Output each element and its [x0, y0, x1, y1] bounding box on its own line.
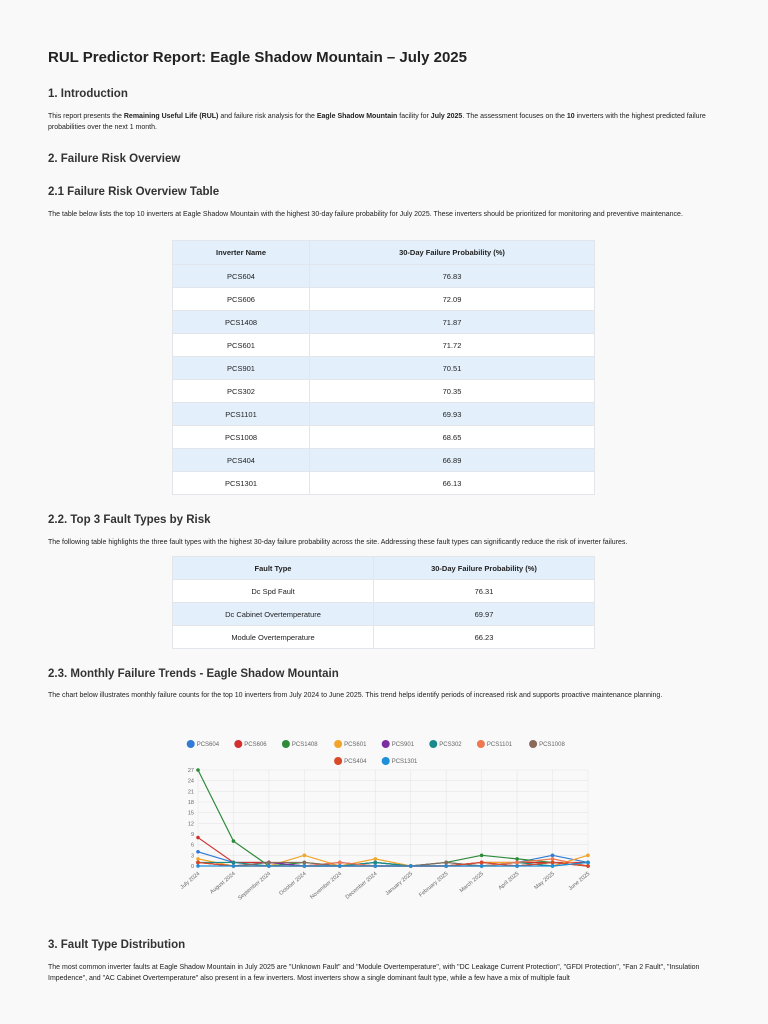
y-tick-label: 6: [190, 842, 194, 849]
inverter-row-probability: 69.93: [310, 403, 595, 426]
report-title: RUL Predictor Report: Eagle Shadow Mountain – July 2025: [48, 49, 467, 66]
inverter-row-probability: 76.83: [310, 265, 595, 288]
fault-row: [173, 603, 595, 626]
x-tick-label: July 2024: [179, 870, 202, 891]
fault-row-probability: 66.23: [374, 626, 595, 649]
data-point-pcs606: [196, 836, 200, 840]
data-point-pcs1301: [232, 864, 236, 868]
y-tick-label: 15: [187, 810, 194, 817]
inverter-row: [173, 426, 595, 449]
legend-label: PCS901: [391, 742, 415, 748]
x-tick-label: May 2025: [533, 870, 556, 892]
y-tick-label: 3: [190, 853, 194, 860]
legend-marker: [382, 757, 390, 765]
inverter-row-probability: 72.09: [310, 288, 595, 311]
col-inverter-name: Inverter Name: [173, 241, 310, 265]
inverter-row-probability: 68.65: [310, 426, 595, 449]
legend-marker: [382, 740, 390, 748]
inverter-row-probability: 71.72: [310, 334, 595, 357]
failure-risk-table: [172, 240, 595, 495]
trends-description: The chart below illustrates monthly failure counts for the top 10 inverters from July 2024 to June 2025. This trend helps identify periods of increased risk and supports proactive maintenance planning.: [48, 692, 663, 699]
fault-row-probability: 69.97: [374, 603, 595, 626]
y-tick-label: 12: [187, 821, 194, 828]
legend-label: PCS606: [244, 742, 267, 748]
data-point-pcs1101: [338, 861, 342, 865]
data-point-pcs604: [551, 854, 555, 858]
data-point-pcs404: [551, 861, 555, 865]
data-point-pcs404: [196, 861, 200, 865]
legend-label: PCS1101: [486, 742, 513, 748]
data-point-pcs1008: [303, 861, 307, 865]
x-tick-label: September 2024: [237, 870, 273, 902]
data-point-pcs1301: [373, 864, 377, 868]
fault-row: [173, 580, 595, 603]
x-tick-label: December 2024: [344, 870, 379, 901]
fault-types-heading: 2.2. Top 3 Fault Types by Risk: [48, 514, 211, 526]
inverter-row-name: PCS601: [173, 334, 310, 357]
legend-marker: [334, 740, 342, 748]
trends-heading: 2.3. Monthly Failure Trends - Eagle Shadow Mountain: [48, 668, 339, 680]
intro-heading: 1. Introduction: [48, 88, 128, 100]
col-failure-probability: 30-Day Failure Probability (%): [310, 241, 595, 265]
data-point-pcs1301: [267, 864, 271, 868]
inverter-row-probability: 66.89: [310, 449, 595, 472]
data-point-pcs1408: [232, 839, 236, 843]
fault-row: [173, 626, 595, 649]
legend-marker: [334, 757, 342, 765]
data-point-pcs1408: [480, 854, 484, 858]
x-tick-label: January 2025: [384, 870, 415, 897]
legend-marker: [282, 740, 290, 748]
data-point-pcs1301: [444, 864, 448, 868]
legend-marker: [187, 740, 195, 748]
data-point-pcs1408: [196, 768, 200, 772]
col-fault-probability: 30-Day Failure Probability (%): [374, 557, 595, 580]
legend-marker: [529, 740, 537, 748]
legend-label: PCS604: [196, 742, 220, 748]
risk-overview-heading: 2. Failure Risk Overview: [48, 153, 181, 165]
y-tick-label: 9: [190, 832, 194, 838]
data-point-pcs601: [373, 857, 377, 861]
fault-types-table: [172, 556, 595, 649]
legend-marker: [429, 740, 437, 748]
x-tick-label: August 2024: [209, 870, 237, 896]
inverter-row-name: PCS1301: [173, 472, 310, 495]
fault-types-description: The following table highlights the three fault types with the highest 30-day failure probability across the site. Addressing these fault types can significantly reduce the risk of inverter failures.: [48, 539, 628, 546]
y-tick-label: 0: [190, 864, 194, 870]
inverter-row-name: PCS302: [173, 380, 310, 403]
inverter-row-name: PCS604: [173, 265, 310, 288]
data-point-pcs1101: [551, 857, 555, 861]
inverter-row-probability: 70.35: [310, 380, 595, 403]
legend-label: PCS601: [344, 742, 367, 748]
intro-paragraph: This report presents the Remaining Useful Life (RUL) and failure risk analysis for the Eagle Shadow Mountain facility for July 2025. The assessment focuses on the 10 inverters with the highest predicted failure probabilities over the next 1 month.: [48, 113, 706, 131]
data-point-pcs1301: [586, 861, 590, 865]
x-tick-label: October 2024: [278, 870, 308, 897]
data-point-pcs1301: [338, 864, 342, 868]
inverter-row: [173, 357, 595, 380]
y-tick-label: 27: [187, 768, 194, 774]
inverter-row: [173, 334, 595, 357]
inverter-row: [173, 403, 595, 426]
data-point-pcs302: [373, 861, 377, 865]
fault-distribution-description: The most common inverter faults at Eagle Shadow Mountain in July 2025 are "Unknown Fault" and "Module Overtemperature", with "DC Leakage Current Protection", "GFDI Protection", "Fan 2 Fault", "Insulation Impedence", and "AC Cabinet Overtemperature" also present in a few inverters. Most inverters show a single dominant fault type, while a few have a mix of multiple fault: [48, 964, 700, 982]
legend-label: PCS1301: [391, 759, 418, 765]
inverter-row-name: PCS606: [173, 288, 310, 311]
inverter-row: [173, 288, 595, 311]
legend-marker: [477, 740, 485, 748]
x-tick-label: February 2025: [418, 870, 450, 899]
inverter-row-name: PCS404: [173, 449, 310, 472]
inverter-row-probability: 70.51: [310, 357, 595, 380]
risk-table-description: The table below lists the top 10 inverters at Eagle Shadow Mountain with the highest 30-day failure probability for July 2025. These inverters should be prioritized for monitoring and preventive maintenance.: [48, 211, 683, 218]
data-point-pcs1301: [480, 864, 484, 868]
legend-label: PCS404: [344, 759, 367, 765]
data-point-pcs404: [586, 864, 590, 868]
y-tick-label: 18: [187, 800, 194, 806]
x-tick-label: March 2025: [458, 870, 485, 895]
inverter-row-name: PCS1101: [173, 403, 310, 426]
data-point-pcs1301: [303, 864, 307, 868]
x-tick-label: November 2024: [309, 870, 344, 901]
col-fault-type: Fault Type: [173, 557, 374, 580]
x-tick-label: April 2025: [497, 870, 521, 892]
data-point-pcs1301: [196, 864, 200, 868]
inverter-row-name: PCS1408: [173, 311, 310, 334]
legend-marker: [234, 740, 242, 748]
monthly-failure-chart: [168, 732, 600, 912]
inverter-row-name: PCS1008: [173, 426, 310, 449]
data-point-pcs1301: [409, 864, 413, 868]
y-tick-label: 21: [187, 789, 194, 796]
fault-row-name: Module Overtemperature: [173, 626, 374, 649]
data-point-pcs302: [232, 861, 236, 865]
inverter-row-probability: 71.87: [310, 311, 595, 334]
inverter-row-probability: 66.13: [310, 472, 595, 495]
data-point-pcs1301: [551, 864, 555, 868]
risk-table-heading: 2.1 Failure Risk Overview Table: [48, 186, 220, 198]
fault-row-name: Dc Cabinet Overtemperature: [173, 603, 374, 626]
inverter-row-name: PCS901: [173, 357, 310, 380]
series-line-pcs1408: [198, 770, 588, 866]
legend-label: PCS302: [439, 742, 462, 748]
inverter-row: [173, 380, 595, 403]
data-point-pcs1008: [444, 861, 448, 865]
inverter-row: [173, 449, 595, 472]
data-point-pcs1408: [515, 857, 519, 861]
inverter-row: [173, 472, 595, 495]
fault-row-name: Dc Spd Fault: [173, 580, 374, 603]
inverter-row: [173, 265, 595, 288]
legend-label: PCS1008: [539, 742, 565, 748]
data-point-pcs601: [586, 854, 590, 858]
data-point-pcs404: [480, 861, 484, 865]
y-tick-label: 24: [187, 778, 194, 785]
data-point-pcs1101: [515, 861, 519, 865]
data-point-pcs601: [303, 854, 307, 858]
data-point-pcs1008: [267, 861, 271, 865]
legend-label: PCS1408: [291, 742, 318, 748]
fault-row-probability: 76.31: [374, 580, 595, 603]
fault-distribution-heading: 3. Fault Type Distribution: [48, 939, 186, 951]
data-point-pcs601: [196, 857, 200, 861]
x-tick-label: June 2025: [567, 870, 592, 893]
data-point-pcs604: [196, 850, 200, 854]
data-point-pcs1301: [515, 864, 519, 868]
inverter-row: [173, 311, 595, 334]
